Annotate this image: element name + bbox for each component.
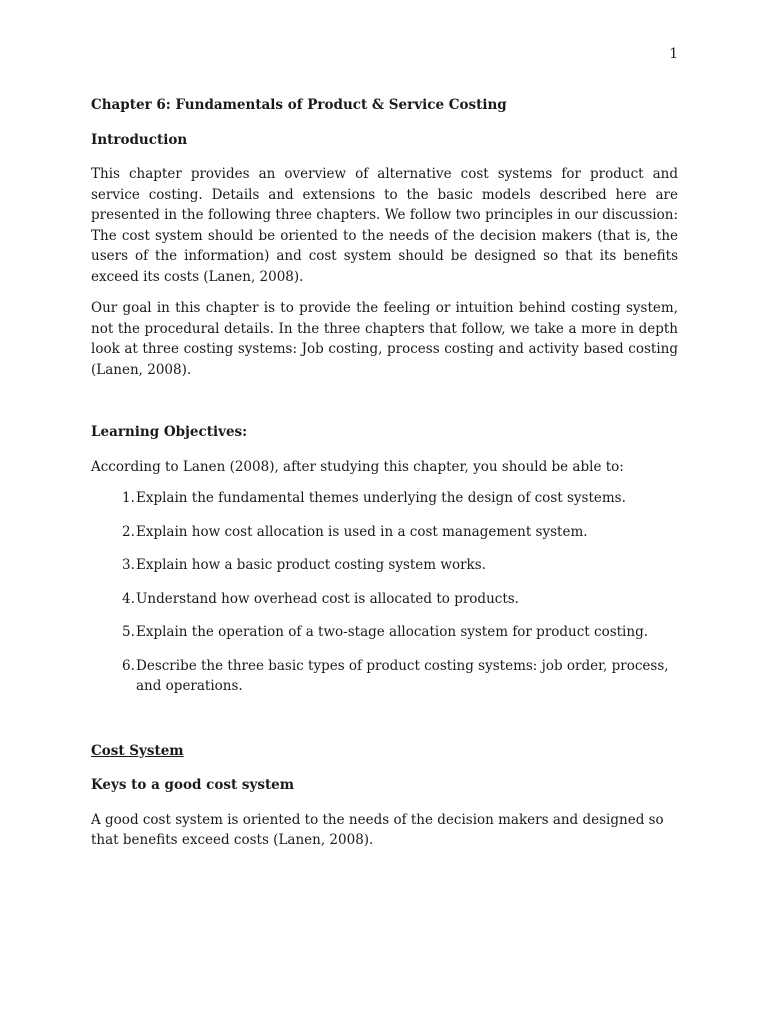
list-item [91,488,678,509]
list-item [91,522,678,543]
list-item-number: 3. [122,557,135,573]
list-item-text: Explain how a basic product costing system works. [136,557,486,573]
list-item-text: Describe the three basic types of product costing systems: job order, process, and operations. [136,657,669,694]
list-item-text: Explain the fundamental themes underlying the design of cost systems. [136,490,626,506]
list-item [91,656,678,697]
list-item-text: Explain the operation of a two-stage allocation system for product costing. [136,624,649,640]
learning-objectives-intro: According to Lanen (2008), after studying this chapter, you should be able to: [91,458,624,475]
introduction-paragraph-1: This chapter provides an overview of alternative cost systems for product and service costing. Details and extensions to the basic models described here are presented in the following three chapters. We follow two principles in our discussion: The cost system should be oriented to the needs of the decision makers (that is, the users of the information) and cost system should be designed so that its benefits exceed its costs (Lanen, 2008). [91,166,678,285]
list-item-number: 1. [122,490,135,506]
list-item-number: 2. [122,523,135,540]
introduction-paragraph-2: Our goal in this chapter is to provide the feeling or intuition behind costing system, not the procedural details. In the three chapters that follow, we take a more in depth look at three costing systems: Job costing, process costing and activity based costing (Lanen, 2008). [91,300,678,378]
list-item-number: 6. [122,657,135,674]
introduction-heading: Introduction [91,131,188,148]
page-number: 1 [669,46,678,62]
list-item-text: Explain how cost allocation is used in a cost management system. [136,523,588,540]
cost-system-paragraph: A good cost system is oriented to the needs of the decision makers and designed so that benefits exceed costs (Lanen, 2008). [91,811,664,848]
cost-system-heading: Cost System [91,742,184,759]
list-item [91,555,678,576]
document-body [91,95,678,862]
list-item [91,589,678,610]
section-spacer [91,710,678,741]
chapter-title: Chapter 6: Fundamentals of Product & Service Costing [91,97,507,113]
list-item-number: 4. [122,590,135,607]
learning-objectives-heading: Learning Objectives: [91,424,248,440]
cost-system-subheading: Keys to a good cost system [91,777,295,793]
list-item-text: Understand how overhead cost is allocated to products. [136,590,519,607]
learning-objectives-list [91,488,678,697]
section-spacer [91,391,678,422]
list-item-number: 5. [122,624,135,640]
list-item [91,622,678,643]
